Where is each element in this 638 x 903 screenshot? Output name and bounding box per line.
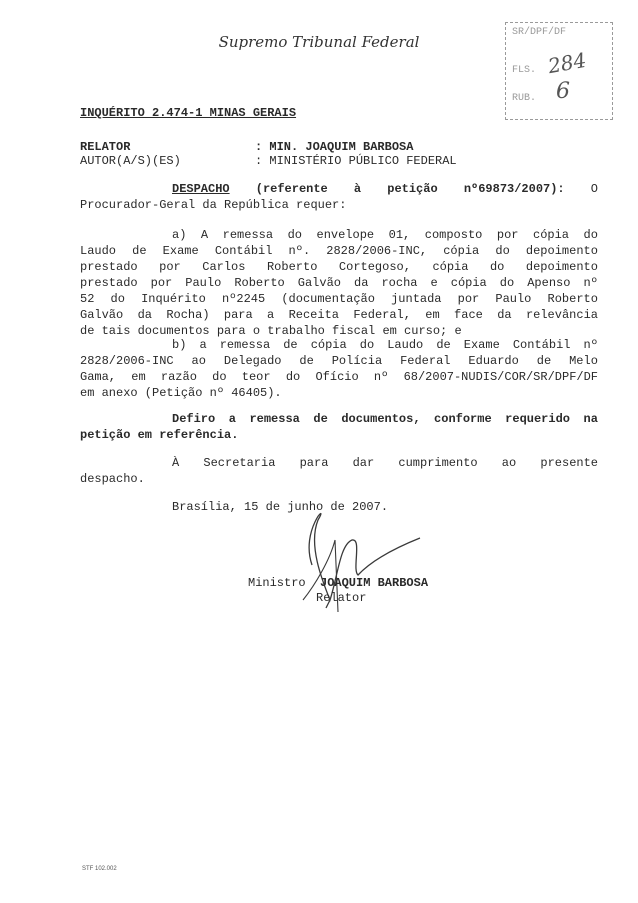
word: Contábil: [512, 338, 571, 352]
word: em: [425, 308, 440, 322]
word: cópia: [533, 228, 570, 242]
word: Contábil: [214, 244, 273, 258]
word: nº: [583, 276, 598, 290]
form-code: STF 102.002: [82, 866, 117, 872]
autor-label: AUTOR(A/S)(ES): [80, 154, 181, 168]
despacho-word: (referente: [255, 182, 328, 196]
word: nº.: [288, 244, 311, 258]
item-b-line: em anexo (Petição nº 46405).: [80, 386, 282, 400]
word: para: [299, 456, 329, 470]
word: por: [496, 228, 519, 242]
word: por: [159, 260, 181, 274]
court-header: Supremo Tribunal Federal: [218, 33, 420, 51]
word: 52: [80, 292, 95, 306]
word: 01,: [388, 228, 411, 242]
word: dar: [352, 456, 375, 470]
case-title: INQUÉRITO 2.474-1 MINAS GERAIS: [80, 106, 297, 120]
word: Secretaria: [203, 456, 276, 470]
word: a: [199, 338, 207, 352]
word: Roberto: [266, 260, 318, 274]
word: rocha: [381, 276, 418, 290]
word: do: [285, 370, 301, 384]
word: do: [287, 228, 302, 242]
decision-line-2: petição em referência.: [80, 428, 239, 442]
despacho-word: nº69873/2007):: [463, 182, 565, 196]
word: a: [228, 412, 236, 426]
word: de: [132, 244, 147, 258]
word: composto: [424, 228, 483, 242]
word: de: [536, 354, 552, 368]
word: do: [359, 338, 375, 352]
word: Eduardo: [468, 354, 519, 368]
word: Carlos: [202, 260, 246, 274]
word: presente: [540, 456, 598, 470]
word: Laudo: [387, 338, 424, 352]
despacho-word: O: [590, 182, 598, 196]
stamp-rub-value: 6: [556, 79, 570, 104]
word: 2828/2006-INC: [80, 354, 174, 368]
stamp-rub-label: RUB.: [512, 93, 537, 104]
word: cópia: [443, 244, 480, 258]
word: relevância: [525, 308, 598, 322]
word: depoimento: [525, 260, 598, 274]
word: da: [497, 308, 512, 322]
word: por: [150, 276, 173, 290]
word: nº: [373, 370, 389, 384]
word: de: [313, 412, 328, 426]
relator-value: : MIN. JOAQUIM BARBOSA: [255, 140, 414, 154]
word: Polícia: [331, 354, 383, 368]
signature-role: Relator: [316, 591, 367, 605]
word: do: [499, 276, 515, 290]
secretaria-line-2: despacho.: [80, 472, 145, 486]
word: envelope: [316, 228, 375, 242]
word: ao: [191, 354, 206, 368]
word: teor: [241, 370, 271, 384]
word: do: [110, 292, 125, 306]
word: Exame: [162, 244, 199, 258]
signature-name: JOAQUIM BARBOSA: [320, 576, 429, 590]
word: de: [283, 338, 298, 352]
word: Defiro: [172, 412, 216, 426]
word: A: [200, 228, 209, 242]
word: b): [172, 338, 187, 352]
word: ao: [501, 456, 517, 470]
word: Melo: [569, 354, 598, 368]
word: prestado: [80, 260, 138, 274]
word: a: [267, 308, 275, 322]
despacho-word: petição: [387, 182, 438, 196]
word: por: [457, 292, 480, 306]
autor-value: : MINISTÉRIO PÚBLICO FEDERAL: [255, 154, 457, 168]
word: Galvão: [297, 276, 341, 290]
word: depoimento: [525, 244, 598, 258]
date-line: Brasília, 15 de junho de 2007.: [172, 500, 389, 514]
word: Federal,: [353, 308, 411, 322]
word: cópia: [310, 338, 347, 352]
item-a-line: de tais documentos para o trabalho fiscal em curso; e: [80, 324, 462, 338]
word: Paulo: [495, 292, 532, 306]
word: a): [172, 228, 187, 242]
word: Cortegoso,: [338, 260, 411, 274]
despacho-word: à: [353, 182, 362, 196]
word: cópia: [450, 276, 487, 290]
word: do: [212, 370, 227, 384]
word: Apenso: [527, 276, 571, 290]
stamp-unit: SR/DPF/DF: [512, 27, 567, 38]
signature-title: Ministro: [248, 576, 306, 590]
word: remessa: [249, 412, 300, 426]
word: conforme: [434, 412, 492, 426]
word: 2828/2006-INC,: [326, 244, 428, 258]
word: remessa: [222, 228, 274, 242]
word: Roberto: [234, 276, 285, 290]
stamp-fls-label: FLS.: [512, 65, 537, 76]
word: Receita: [288, 308, 339, 322]
word: documentos,: [341, 412, 421, 426]
word: Rocha): [166, 308, 210, 322]
word: Inquérito: [141, 292, 206, 306]
word: À: [172, 456, 180, 470]
word: da: [354, 276, 369, 290]
word: Delegado: [223, 354, 282, 368]
word: em: [131, 370, 146, 384]
word: de: [436, 338, 451, 352]
word: do: [583, 228, 598, 242]
word: prestado: [80, 276, 138, 290]
word: nº2245: [222, 292, 266, 306]
word: Laudo: [80, 244, 117, 258]
relator-label: RELATOR: [80, 140, 131, 154]
word: do: [489, 260, 505, 274]
despacho-label: DESPACHO: [172, 182, 230, 196]
word: juntada: [391, 292, 442, 306]
word: Roberto: [547, 292, 598, 306]
word: Exame: [463, 338, 500, 352]
word: requerido: [505, 412, 570, 426]
word: Federal: [400, 354, 451, 368]
word: Galvão: [80, 308, 124, 322]
word: para: [223, 308, 253, 322]
word: Gama,: [80, 370, 117, 384]
word: Ofício: [315, 370, 359, 384]
word: do: [495, 244, 510, 258]
word: cumprimento: [398, 456, 478, 470]
word: e: [430, 276, 438, 290]
despacho-line-2: Procurador-Geral da República requer:: [80, 198, 347, 212]
word: 68/2007-NUDIS/COR/SR/DPF/DF: [403, 370, 598, 384]
word: de: [299, 354, 314, 368]
word: remessa: [219, 338, 271, 352]
word: da: [137, 308, 152, 322]
word: cópia: [432, 260, 469, 274]
word: Paulo: [185, 276, 222, 290]
stamp-fls-value: 284: [546, 47, 588, 79]
word: nº: [583, 338, 598, 352]
word: razão: [160, 370, 197, 384]
word: face: [454, 308, 483, 322]
word: na: [583, 412, 598, 426]
word: (documentação: [281, 292, 375, 306]
